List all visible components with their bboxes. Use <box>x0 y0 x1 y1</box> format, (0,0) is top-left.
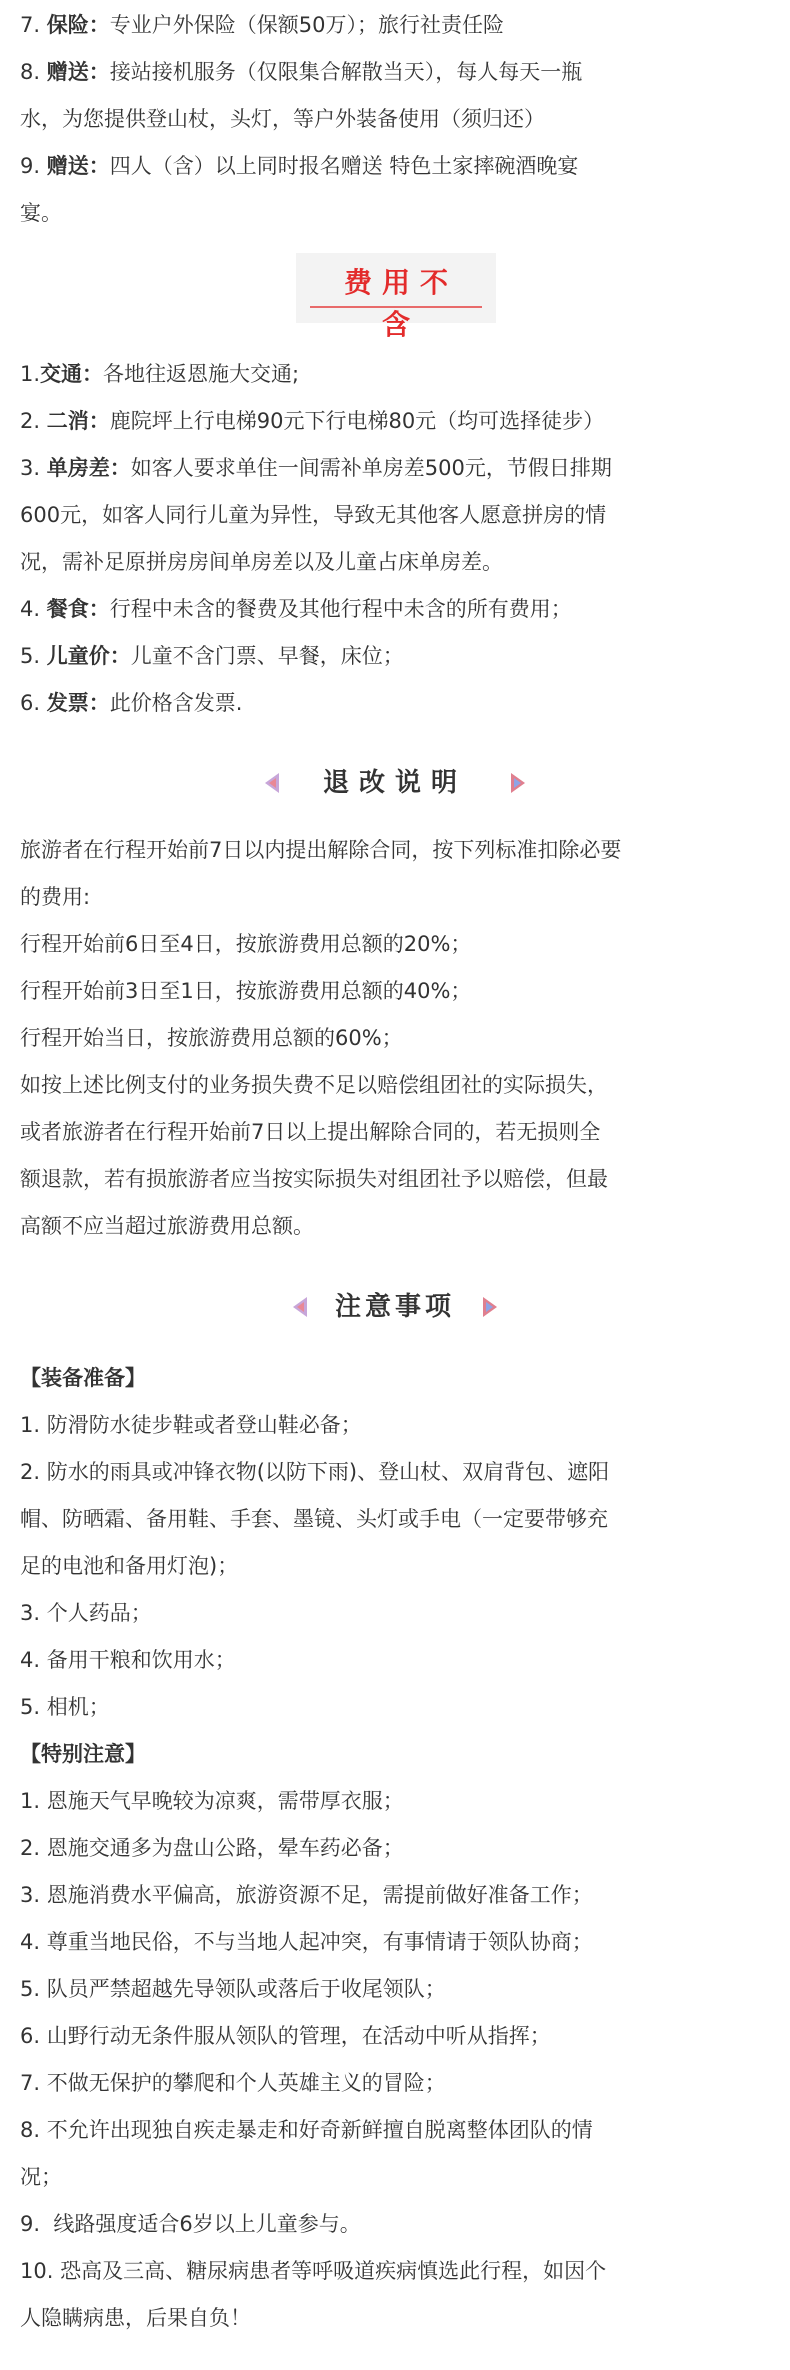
refund-line: 行程开始前3日至1日，按旅游费用总额的40%； <box>20 979 472 1003</box>
excluded-header <box>296 253 496 341</box>
excluded-title: 费用不含 <box>343 266 458 341</box>
notes-title: 注意事项 <box>334 1292 455 1322</box>
equipment-item: 3. 个人药品； <box>20 1601 152 1625</box>
right-arrow-icon <box>511 773 525 793</box>
refund-title: 退改说明 <box>322 768 467 798</box>
special-item: 4. 尊重当地民俗，不与当地人起冲突，有事情请于领队协商； <box>20 1930 593 1954</box>
equipment-item: 足的电池和备用灯泡)； <box>20 1554 239 1578</box>
equipment-item: 5. 相机； <box>20 1695 110 1719</box>
special-item: 6. 山野行动无条件服从领队的管理，在活动中听从指挥； <box>20 2024 551 2048</box>
excluded-item-2: 2. 二消：鹿院坪上行电梯90元下行电梯80元（均可选择徒步） <box>20 409 605 433</box>
special-item: 2. 恩施交通多为盘山公路，晕车药必备； <box>20 1836 404 1860</box>
equipment-heading: 【装备准备】 <box>20 1366 146 1390</box>
refund-line: 高额不应当超过旅游费用总额。 <box>20 1214 314 1238</box>
included-item-9-cont: 宴。 <box>20 201 62 225</box>
notes-header <box>0 1284 790 1330</box>
special-heading: 【特别注意】 <box>20 1742 146 1766</box>
equipment-item: 4. 备用干粮和饮用水； <box>20 1648 236 1672</box>
special-item: 5. 队员严禁超越先导领队或落后于收尾领队； <box>20 1977 446 2001</box>
refund-line: 旅游者在行程开始前7日以内提出解除合同，按下列标准扣除必要 <box>20 838 622 862</box>
included-item-8: 8. 赠送：接站接机服务（仅限集合解散当天），每人每天一瓶 <box>20 60 583 84</box>
refund-section <box>20 827 775 1250</box>
special-item: 况； <box>20 2165 62 2189</box>
refund-line: 行程开始当日，按旅游费用总额的60%； <box>20 1026 403 1050</box>
excluded-item-3-cont: 况，需补足原拼房房间单房差以及儿童占床单房差。 <box>20 550 503 574</box>
equipment-item: 1. 防滑防水徒步鞋或者登山鞋必备； <box>20 1413 362 1437</box>
excluded-item-4: 4. 餐食：行程中未含的餐费及其他行程中未含的所有费用； <box>20 597 572 621</box>
excluded-item-3-cont: 600元，如客人同行儿童为异性，导致无其他客人愿意拼房的情 <box>20 503 607 527</box>
included-item-7: 7. 保险：专业户外保险（保额50万）；旅行社责任险 <box>20 13 504 37</box>
refund-line: 行程开始前6日至4日，按旅游费用总额的20%； <box>20 932 472 956</box>
special-item: 3. 恩施消费水平偏高，旅游资源不足，需提前做好准备工作； <box>20 1883 593 1907</box>
special-item: 8. 不允许出现独自疾走暴走和好奇新鲜擅自脱离整体团队的情 <box>20 2118 593 2142</box>
equipment-item: 2. 防水的雨具或冲锋衣物(以防下雨)、登山杖、双肩背包、遮阳 <box>20 1460 610 1484</box>
included-item-9: 9. 赠送：四人（含）以上同时报名赠送 特色土家摔碗酒晚宴 <box>20 154 579 178</box>
excluded-item-5: 5. 儿童价：儿童不含门票、早餐，床位； <box>20 644 404 668</box>
special-item: 人隐瞒病患，后果自负！ <box>20 2306 251 2330</box>
notes-section <box>20 1355 775 2342</box>
refund-line: 或者旅游者在行程开始前7日以上提出解除合同的，若无损则全 <box>20 1120 601 1144</box>
included-section <box>20 2 775 237</box>
special-item: 9. 线路强度适合6岁以上儿童参与。 <box>20 2212 361 2236</box>
refund-line: 如按上述比例支付的业务损失费不足以赔偿组团社的实际损失， <box>20 1073 608 1097</box>
included-item-8-cont: 水，为您提供登山杖，头灯，等户外装备使用（须归还） <box>20 107 545 131</box>
left-arrow-icon <box>265 773 279 793</box>
excluded-section <box>20 351 775 727</box>
right-arrow-icon <box>483 1297 497 1317</box>
excluded-item-1: 1.交通：各地往返恩施大交通; <box>20 362 300 386</box>
equipment-item: 帽、防晒霜、备用鞋、手套、墨镜、头灯或手电（一定要带够充 <box>20 1507 608 1531</box>
refund-line: 的费用: <box>20 885 91 909</box>
refund-line: 额退款，若有损旅游者应当按实际损失对组团社予以赔偿，但最 <box>20 1167 608 1191</box>
excluded-item-6: 6. 发票：此价格含发票. <box>20 691 243 715</box>
excluded-title-underline <box>310 306 482 308</box>
special-item: 1. 恩施天气早晚较为凉爽，需带厚衣服； <box>20 1789 404 1813</box>
special-item: 10. 恐高及三高、糖尿病患者等呼吸道疾病慎选此行程，如因个 <box>20 2259 607 2283</box>
refund-header <box>0 760 790 806</box>
special-item: 7. 不做无保护的攀爬和个人英雄主义的冒险； <box>20 2071 446 2095</box>
excluded-item-3: 3. 单房差：如客人要求单住一间需补单房差500元，节假日排期 <box>20 456 612 480</box>
